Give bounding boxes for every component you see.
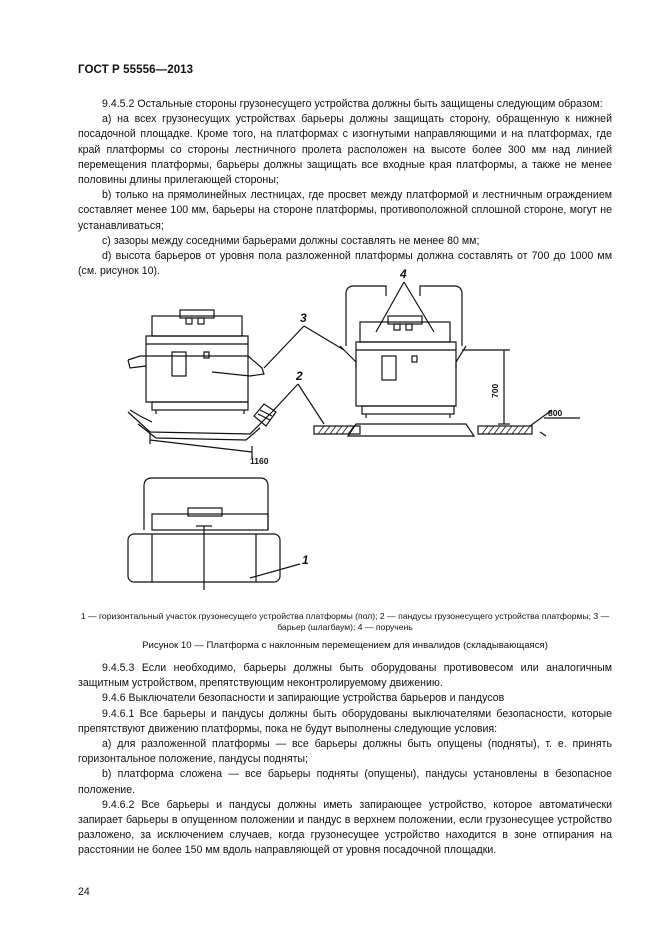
paragraph-9-4-5-3: 9.4.5.3 Если необходимо, барьеры должны быть оборудованы противовесом или аналогичным защитным устройством, препятствующим неконтролируемому движению. [78,662,612,690]
figure-label-2: 2 [296,369,303,383]
paragraph-item-d: d) высота барьеров от уровня пола разложенной платформы должна составлять от 700 до 1000 мм (см. рисунок 10). [78,250,612,278]
page-number: 24 [78,886,90,898]
left-platform-unit [128,310,276,458]
right-handrail-right [420,286,462,346]
paragraph-9-4-6-1-b: b) платформа сложена — все барьеры подняты (опущены), пандусы установлены в безопасное положение. [78,768,612,796]
paragraph-item-b: b) только на прямолинейных лестницах, где просвет между платформой и лестничным ограждением составляет менее 100 мм, барьеры на стороне платформы, противоположной сплошной стороне, могут не устанавливаться; [78,189,612,232]
left-barrier [128,356,264,376]
left-floor [128,412,272,434]
paragraph-item-a: a) на всех грузонесущих устройствах барьеры должны защищать сторону, обращенную к нижней посадочной площадке. Кроме того, на платформах с изогнутыми направляющими и на платформах, где край платформы со стороны лестничного пролета расположен на высоте более 300 мм над линией перемещения платформы, барьеры должны защищать все входные края платформы, а также не менее половины длины прилегающей стороны; [78,113,612,187]
figure-label-4: 4 [400,267,407,281]
figure-10-drawing [100,264,580,602]
left-main-body [146,336,248,402]
leader-3-right [304,326,344,350]
document-header: ГОСТ Р 55556—2013 [78,64,194,76]
leader-3-left [264,326,304,368]
paragraph-9-4-6-1: 9.4.6.1 Все барьеры и пандусы должны быть оборудованы выключателями безопасности, которые препятствуют движению платформы, пока не будут выполнены следующие условия: [78,707,612,735]
right-floor [348,424,474,436]
right-handrail-left [346,286,386,346]
figure-dim-700: 700 [490,383,500,398]
left-ramp [254,404,276,426]
figure-dim-800: 800 [548,408,563,418]
dim-line-1160 [150,440,252,452]
paragraph-9-4-6-2: 9.4.6.2 Все барьеры и пандусы должны иметь запирающее устройство, которое автоматически запирает барьеры в опущенном положении и пандус в верхнем положении, если грузонесущее устройство разложено, за исключением случаев, когда грузонесущее устройство находится в зоне отпирания на расстоянии не более 150 мм вдоль направляющей от уровня посадочной площадки. [78,798,612,857]
paragraph-9-4-5-2: 9.4.5.2 Остальные стороны грузонесущего устройства должны быть защищены следующим образом: [102,98,603,110]
leader-2-left [272,384,298,412]
leader-2-right [298,384,324,424]
paragraph-9-4-6-1-a: a) для разложенной платформы — все барьеры должны быть опущены (подняты), т. е. принять горизонтальное положение, пандусы подняты; [78,738,612,766]
figure-label-3: 3 [300,311,307,325]
text-block-top [78,97,612,279]
paragraph-item-c: c) зазоры между соседними барьерами должны составлять не менее 80 мм; [102,234,480,247]
left-top-cap [180,310,214,318]
figure-caption: Рисунок 10 — Платформа с наклонным перемещением для инвалидов (складывающаяся) [142,640,548,651]
bottom-platform-unit [128,478,300,590]
paragraph-9-4-6: 9.4.6 Выключатели безопасности и запирающие устройства барьеров и пандусов [102,692,505,705]
bottom-handrail [144,478,268,530]
figure-legend: 1 — горизонтальный участок грузонесущего устройства платформы (пол); 2 — пандусы грузонесущего устройства платформы; 3 — барьер (шлагбаум); 4 — поручень [80,611,610,632]
right-main-body [356,342,456,406]
figure-dim-1160: 1160 [250,456,269,466]
left-top-housing [152,316,242,336]
leader-1 [250,564,300,578]
figure-label-1: 1 [302,553,309,567]
text-block-bottom [78,661,612,859]
right-platform-unit [314,286,580,436]
